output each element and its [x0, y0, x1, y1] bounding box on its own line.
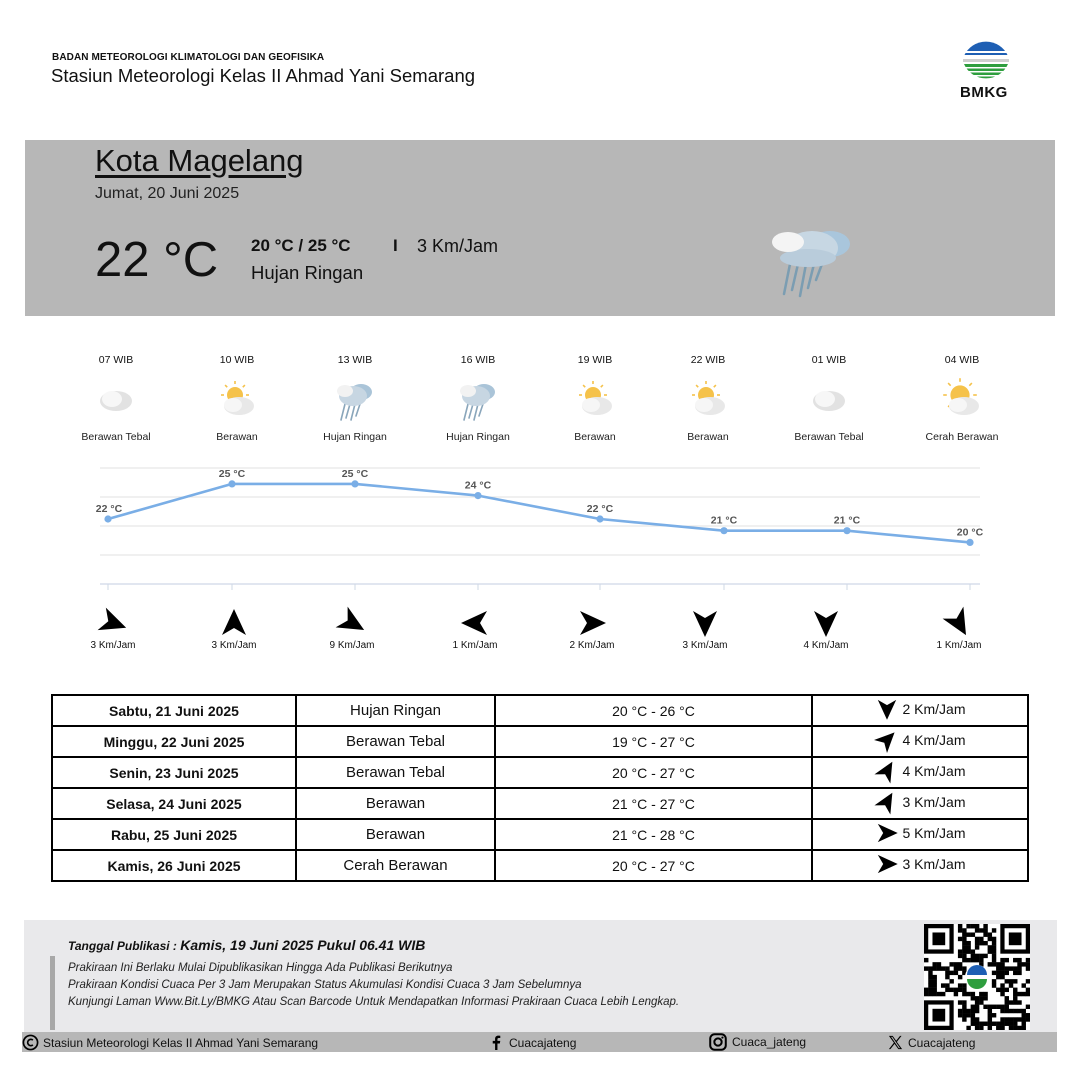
daily-temperature: 21 °C - 27 °C: [495, 788, 812, 819]
partly-cloudy-icon: [686, 378, 730, 422]
hour-wind-speed: 3 Km/Jam: [90, 640, 136, 651]
temperature-point: [351, 480, 358, 487]
hour-wind-speed: 3 Km/Jam: [682, 640, 728, 651]
daily-temperature: 20 °C - 27 °C: [495, 850, 812, 881]
footer-note: Prakiraan Ini Berlaku Mulai Dipublikasikan Hingga Ada Publikasi Berikutnya: [68, 962, 453, 974]
wind-arrow-icon: [809, 606, 843, 640]
copyright-icon: [22, 1034, 39, 1051]
hour-condition: Hujan Ringan: [446, 431, 510, 443]
publication-date: [68, 937, 425, 953]
qr-code-icon[interactable]: [924, 924, 1030, 1030]
wind-arrow-icon: [874, 758, 900, 784]
daily-condition: Berawan: [296, 788, 495, 819]
daily-wind: [812, 850, 1028, 881]
daily-wind: [812, 726, 1028, 757]
facebook-link[interactable]: [488, 1034, 576, 1051]
rain-cloud-icon: [456, 378, 500, 422]
station-name: Stasiun Meteorologi Kelas II Ahmad Yani Semarang: [51, 65, 476, 86]
daily-row: [52, 726, 1028, 757]
wind-arrow-icon: [458, 606, 492, 640]
hour-condition: Berawan: [216, 431, 258, 443]
temperature-label: 21 °C: [710, 514, 738, 527]
temperature-label: 24 °C: [464, 479, 492, 492]
daily-wind-speed: 3 Km/Jam: [902, 856, 966, 872]
daily-condition: Cerah Berawan: [296, 850, 495, 881]
cloud-icon: [807, 378, 851, 422]
hour-time: 22 WIB: [690, 354, 726, 366]
hour-condition: Berawan Tebal: [794, 431, 864, 443]
current-date: Jumat, 20 Juni 2025: [95, 185, 240, 202]
wind-arrow-icon: [874, 696, 900, 722]
cloud-icon: [94, 378, 138, 422]
daily-wind-speed: 4 Km/Jam: [902, 732, 966, 748]
hour-wind-speed: 1 Km/Jam: [452, 640, 498, 651]
current-condition: Hujan Ringan: [251, 262, 364, 283]
separator: I: [393, 236, 398, 255]
current-temperature: 22 °C: [95, 233, 219, 287]
daily-wind-speed: 3 Km/Jam: [902, 794, 966, 810]
temperature-point: [596, 515, 603, 522]
publication-label: Tanggal Publikasi :: [68, 939, 181, 953]
daily-row: [52, 695, 1028, 726]
hour-condition: Berawan Tebal: [81, 431, 151, 443]
temperature-label: 20 °C: [956, 526, 984, 539]
temperature-point: [966, 539, 973, 546]
publication-value: Kamis, 19 Juni 2025 Pukul 06.41 WIB: [180, 937, 426, 953]
daily-wind-speed: 2 Km/Jam: [902, 701, 966, 717]
hour-time: 04 WIB: [944, 354, 980, 366]
x-link[interactable]: [887, 1034, 975, 1051]
temperature-label: 21 °C: [833, 514, 861, 527]
daily-row: [52, 819, 1028, 850]
partly-cloudy-icon: [215, 378, 259, 422]
hour-time: 07 WIB: [98, 354, 134, 366]
footer-note: Kunjungi Laman Www.Bit.Ly/BMKG Atau Scan Barcode Untuk Mendapatkan Informasi Prakiraan Cuaca Lebih Lengkap.: [68, 996, 680, 1008]
temperature-point: [474, 492, 481, 499]
daily-condition: Berawan Tebal: [296, 757, 495, 788]
wind-arrow-icon: [688, 606, 722, 640]
wind-arrow-icon: [942, 606, 976, 640]
facebook-handle: Cuacajateng: [509, 1035, 577, 1050]
hour-time: 13 WIB: [337, 354, 373, 366]
daily-day: Selasa, 24 Juni 2025: [52, 788, 296, 819]
wind-arrow-icon: [335, 606, 369, 640]
hour-time: 01 WIB: [811, 354, 847, 366]
wind-arrow-icon: [874, 820, 900, 846]
daily-row: [52, 757, 1028, 788]
footer-note: Prakiraan Kondisi Cuaca Per 3 Jam Merupakan Status Akumulasi Kondisi Cuaca 3 Jam Sebelumnya: [68, 979, 582, 991]
wind-arrow-icon: [874, 789, 900, 815]
hour-time: 16 WIB: [460, 354, 496, 366]
daily-temperature: 19 °C - 27 °C: [495, 726, 812, 757]
bmkg-logo-text: BMKG: [960, 84, 1008, 101]
current-temp-range: 20 °C / 25 °C: [251, 236, 351, 255]
wind-arrow-icon: [96, 606, 130, 640]
sunny-cloud-icon: [940, 378, 984, 422]
daily-condition: Berawan: [296, 819, 495, 850]
temperature-point: [720, 527, 727, 534]
hour-condition: Hujan Ringan: [323, 431, 387, 443]
daily-wind: [812, 757, 1028, 788]
daily-day: Minggu, 22 Juni 2025: [52, 726, 296, 757]
temperature-label: 25 °C: [218, 467, 246, 480]
hour-time: 10 WIB: [219, 354, 255, 366]
daily-row: [52, 850, 1028, 881]
instagram-icon: [708, 1032, 728, 1052]
x-handle: Cuacajateng: [908, 1035, 976, 1050]
daily-temperature: 20 °C - 26 °C: [495, 695, 812, 726]
footer-accent-bar: [50, 956, 55, 1030]
daily-forecast-table: [51, 694, 1029, 882]
daily-wind: [812, 788, 1028, 819]
org-name: BADAN METEOROLOGI KLIMATOLOGI DAN GEOFISIKA: [52, 52, 325, 63]
daily-wind: [812, 819, 1028, 850]
daily-day: Senin, 23 Juni 2025: [52, 757, 296, 788]
temperature-line: [108, 484, 970, 543]
temperature-label: 22 °C: [95, 503, 123, 515]
wind-arrow-icon: [217, 606, 251, 640]
hour-wind-speed: 9 Km/Jam: [329, 640, 375, 651]
wind-arrow-icon: [575, 606, 609, 640]
daily-condition: Berawan Tebal: [296, 726, 495, 757]
temperature-point: [228, 480, 235, 487]
daily-wind: [812, 695, 1028, 726]
hour-wind-speed: 1 Km/Jam: [936, 640, 982, 651]
daily-day: Kamis, 26 Juni 2025: [52, 850, 296, 881]
daily-temperature: 20 °C - 27 °C: [495, 757, 812, 788]
daily-temperature: 21 °C - 28 °C: [495, 819, 812, 850]
x-icon: [887, 1034, 904, 1051]
temperature-label: 22 °C: [586, 503, 614, 515]
instagram-handle: Cuaca_jateng: [732, 1035, 807, 1049]
current-wind: 3 Km/Jam: [417, 236, 499, 256]
instagram-link[interactable]: [708, 1032, 806, 1052]
temperature-chart: [0, 460, 1080, 595]
hour-wind-speed: 2 Km/Jam: [569, 640, 615, 651]
hour-time: 19 WIB: [577, 354, 613, 366]
hour-condition: Berawan: [574, 431, 616, 443]
wind-arrow-icon: [874, 727, 900, 753]
hour-condition: Cerah Berawan: [925, 431, 999, 443]
rain-cloud-icon: [333, 378, 377, 422]
hour-wind-speed: 3 Km/Jam: [211, 640, 257, 651]
daily-wind-speed: 4 Km/Jam: [902, 763, 966, 779]
wind-arrow-icon: [874, 851, 900, 877]
daily-wind-speed: 5 Km/Jam: [902, 825, 966, 841]
copyright-item: [22, 1034, 318, 1051]
temperature-point: [843, 527, 850, 534]
daily-row: [52, 788, 1028, 819]
copyright-text: Stasiun Meteorologi Kelas II Ahmad Yani Semarang: [43, 1035, 319, 1050]
temperature-label: 25 °C: [341, 467, 369, 480]
rain-cloud-icon: [768, 218, 856, 302]
daily-condition: Hujan Ringan: [296, 695, 495, 726]
facebook-icon: [488, 1034, 505, 1051]
hour-wind-speed: 4 Km/Jam: [803, 640, 849, 651]
partly-cloudy-icon: [573, 378, 617, 422]
hour-condition: Berawan: [687, 431, 729, 443]
daily-day: Sabtu, 21 Juni 2025: [52, 695, 296, 726]
city-name: Kota Magelang: [95, 143, 304, 178]
temperature-point: [104, 515, 111, 522]
daily-day: Rabu, 25 Juni 2025: [52, 819, 296, 850]
